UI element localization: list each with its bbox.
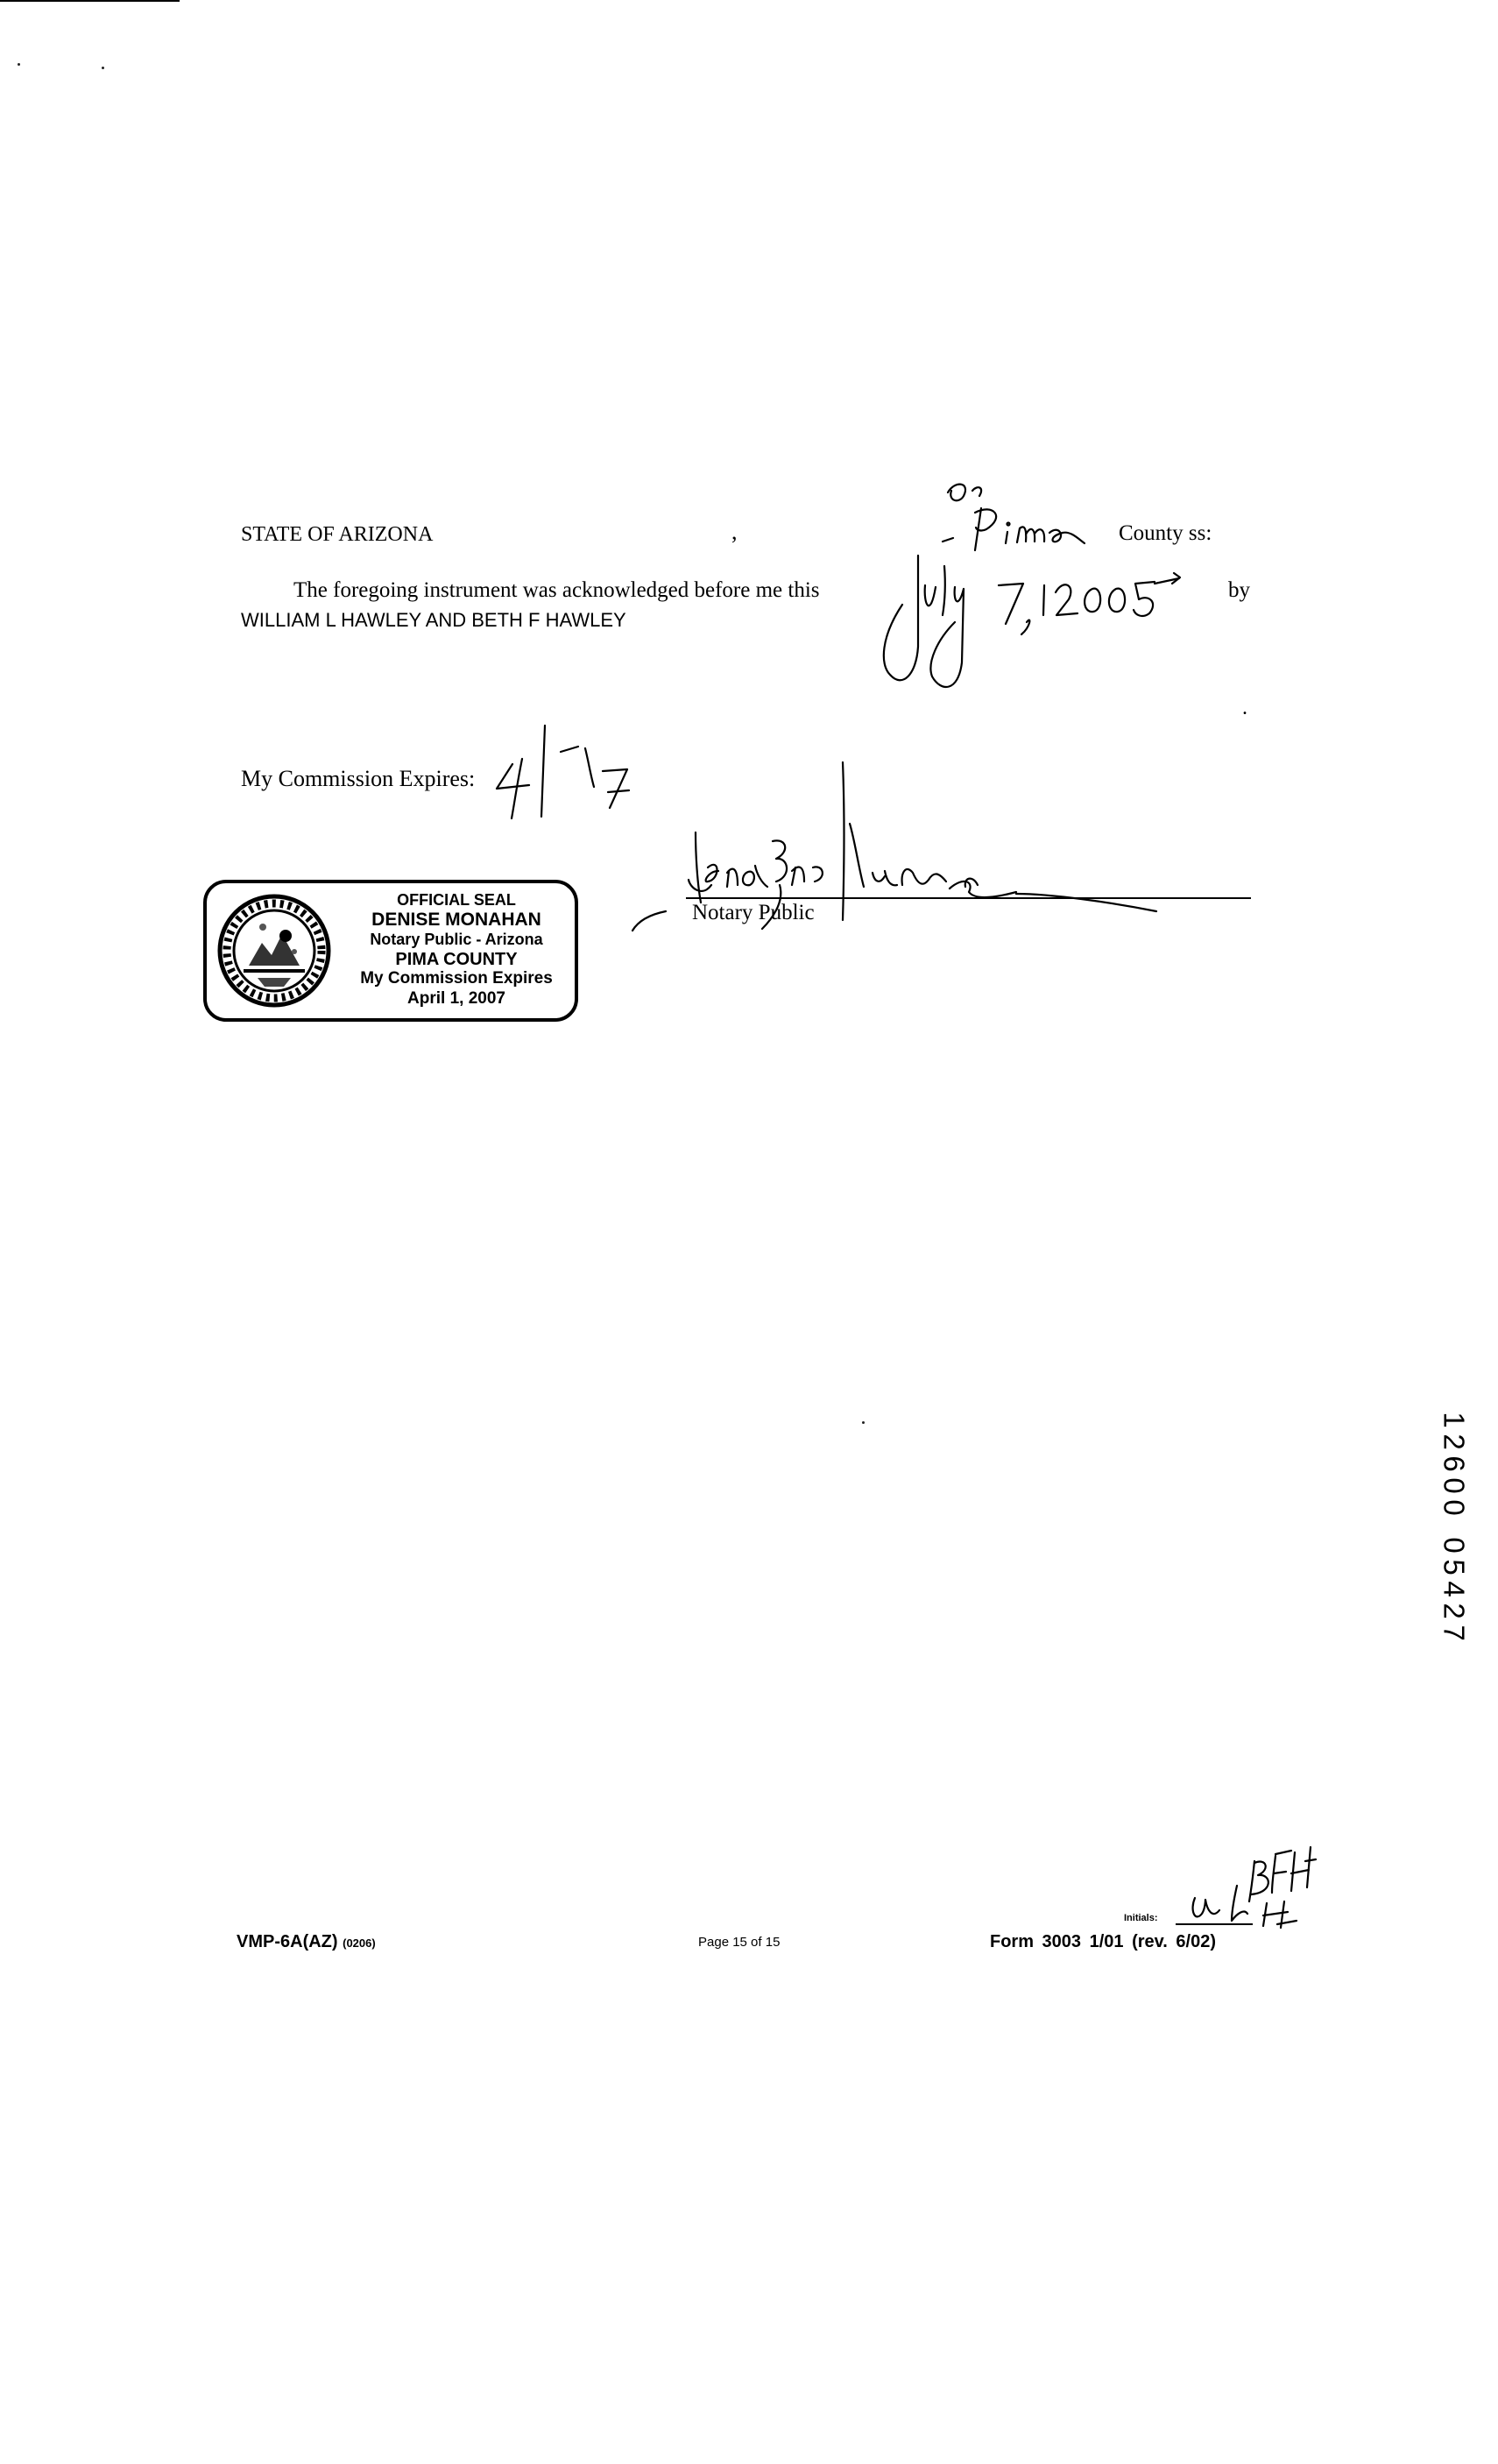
docnum-digit: 6 xyxy=(1438,1455,1471,1472)
docnum-digit: 1 xyxy=(1438,1412,1471,1428)
period-mark: . xyxy=(1242,697,1247,719)
handwritten-acknowledgment-date xyxy=(884,556,1180,687)
docnum-digit: 2 xyxy=(1438,1434,1471,1450)
initials-label: Initials: xyxy=(1124,1913,1158,1923)
state-comma: , xyxy=(731,519,738,544)
seal-notary-name: DENISE MONAHAN xyxy=(371,909,541,930)
county-label: County ss: xyxy=(1119,521,1212,545)
state-seal-emblem xyxy=(214,890,335,1011)
footer-form-code xyxy=(237,1932,376,1952)
scan-speck xyxy=(102,67,104,69)
handwritten-commission-expiry xyxy=(497,726,629,818)
scan-speck xyxy=(18,63,20,66)
scan-speck xyxy=(862,1421,865,1424)
docnum-digit: 0 xyxy=(1438,1537,1471,1554)
footer-page-label: Page 15 of 15 xyxy=(698,1935,781,1950)
notary-public-label: Notary Public xyxy=(692,901,815,924)
docnum-digit: 4 xyxy=(1438,1581,1471,1597)
seal-county: PIMA COUNTY xyxy=(395,949,518,969)
notary-signature-line xyxy=(686,897,1251,899)
docnum-digit: 5 xyxy=(1438,1559,1471,1575)
docnum-digit: 0 xyxy=(1438,1499,1471,1516)
docnum-digit: 7 xyxy=(1438,1625,1471,1641)
seal-notary-title: Notary Public - Arizona xyxy=(370,931,543,948)
official-seal-stamp xyxy=(203,880,578,1022)
recording-document-number xyxy=(1437,1409,1472,1644)
seal-commission-label: My Commission Expires xyxy=(360,969,553,988)
handwritten-county-name xyxy=(943,485,1085,550)
handwritten-initials xyxy=(1193,1847,1316,1928)
initials-line xyxy=(1176,1923,1253,1925)
scan-edge-line xyxy=(0,0,180,2)
seal-heading: OFFICIAL SEAL xyxy=(397,891,516,909)
signer-names: WILLIAM L HAWLEY AND BETH F HAWLEY xyxy=(241,609,626,631)
commission-expires-label: My Commission Expires: xyxy=(241,766,476,791)
acknowledgment-text: The foregoing instrument was acknowledged before me this xyxy=(293,578,820,602)
footer-form-revision: (0206) xyxy=(343,1937,376,1950)
state-label: STATE OF ARIZONA xyxy=(241,523,434,546)
by-label: by xyxy=(1228,578,1250,602)
footer-form-number: Form 3003 1/01 (rev. 6/02) xyxy=(990,1932,1216,1951)
footer-form-code-text: VMP-6A(AZ) xyxy=(237,1932,338,1951)
docnum-digit: 0 xyxy=(1438,1477,1471,1494)
docnum-digit: 2 xyxy=(1438,1603,1471,1619)
seal-expiry-date: April 1, 2007 xyxy=(407,988,505,1008)
